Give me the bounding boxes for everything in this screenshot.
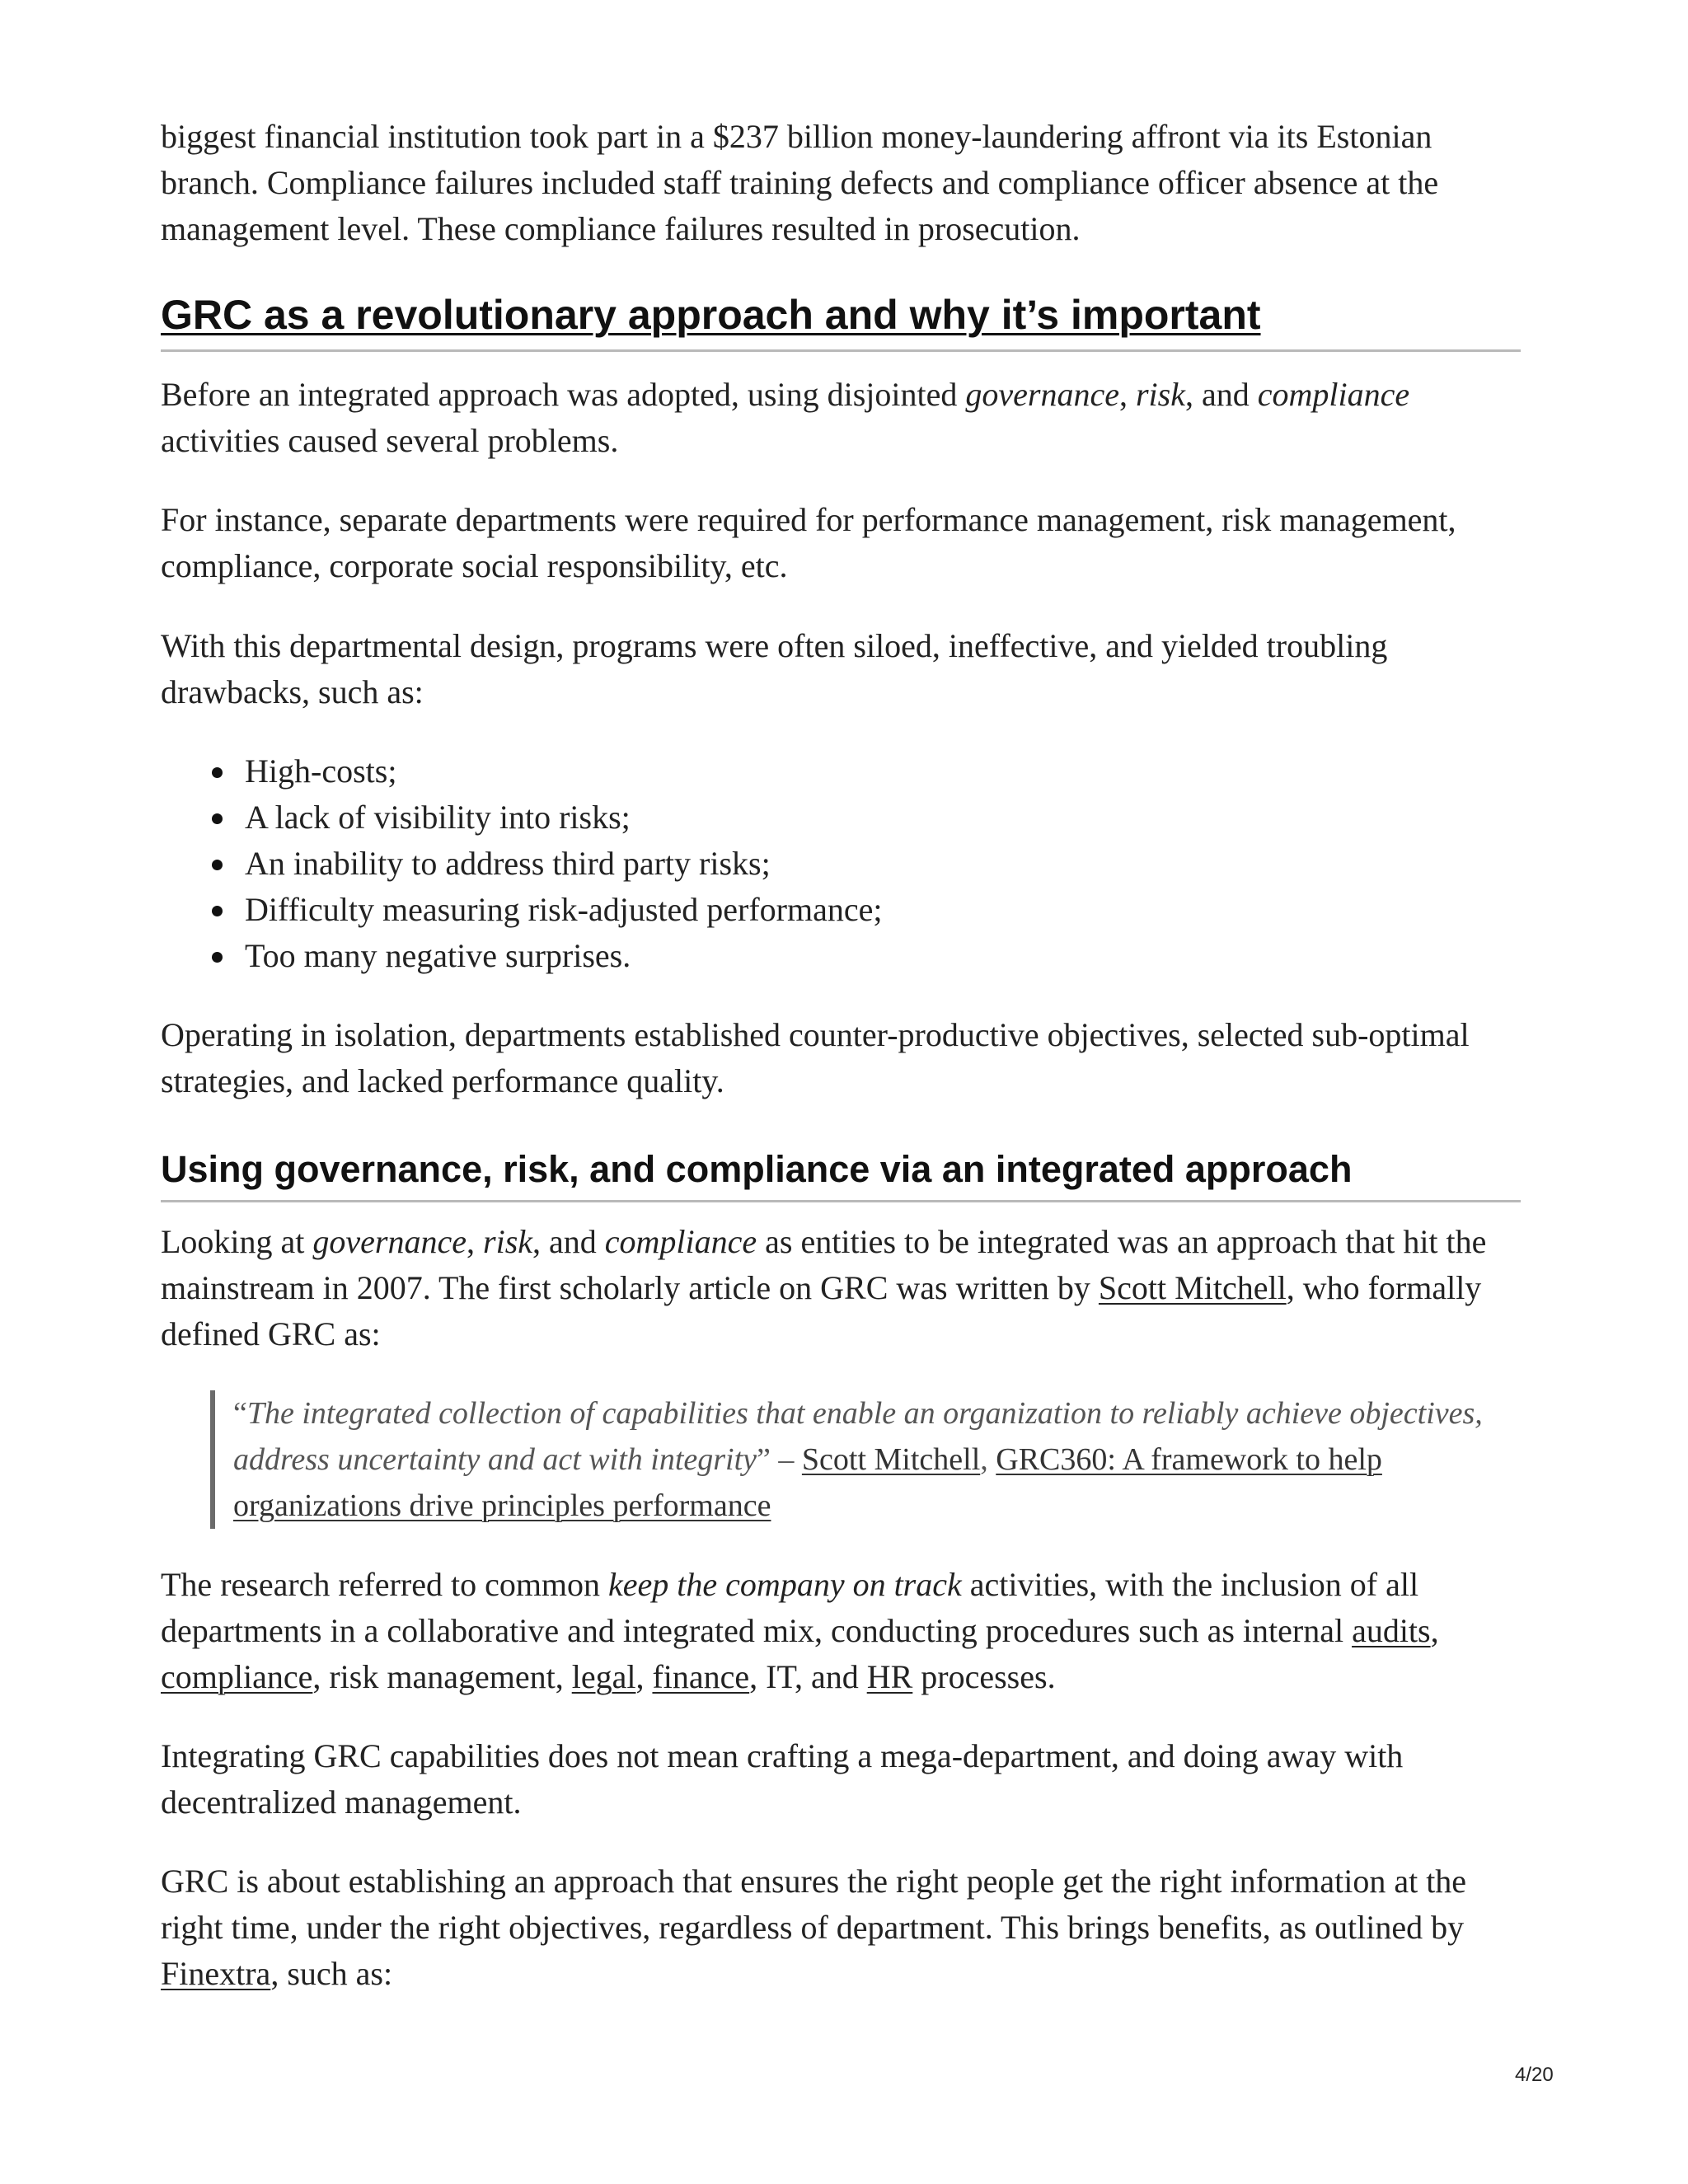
intro-paragraph: biggest financial institution took part in a $237 billion money-laundering affront via its Estonian branch. Compliance failures included staff training defects and compliance officer absence at the management level. These compliance failures resulted in prosecution. <box>161 118 1439 247</box>
quote-open-mark: “ <box>233 1396 247 1431</box>
text-run: , and <box>1184 376 1258 413</box>
text-run: , IT, and <box>749 1658 867 1695</box>
emphasis-governance: governance <box>312 1223 467 1260</box>
paragraph-disjointed <box>161 372 1521 464</box>
quote-text: The integrated collection of capabilities that enable an organization to reliably achieve objectives, address uncertainty and act with integrity <box>233 1396 1483 1477</box>
text-run: processes. <box>912 1658 1056 1695</box>
paragraph-research-referred <box>161 1562 1521 1700</box>
text-run: GRC is about establishing an approach that ensures the right people get the right information at the right time, under the right objectives, regardless of department. This brings benefits, as outlined by <box>161 1863 1467 1946</box>
paragraph-separate-departments: For instance, separate departments were required for performance management, risk management, compliance, corporate social responsibility, etc. <box>161 501 1456 584</box>
paragraph-grc-approach <box>161 1858 1521 1997</box>
quote-author-link[interactable]: Scott Mitchell <box>801 1442 981 1477</box>
drawbacks-list <box>161 748 1521 979</box>
text-run: , <box>1430 1612 1439 1649</box>
text-run: , <box>467 1223 484 1260</box>
text-run: Before an integrated approach was adopted, using disjointed <box>161 376 966 413</box>
paragraph-looking-at <box>161 1219 1521 1357</box>
section-heading-grc-revolutionary <box>161 290 1521 352</box>
text-run: Looking at <box>161 1223 313 1260</box>
finextra-link[interactable]: Finextra <box>161 1955 271 1992</box>
paragraph-mega-department: Integrating GRC capabilities does not mean crafting a mega-department, and doing away with decentralized management. <box>161 1737 1404 1821</box>
emphasis-keep-on-track: keep the company on track <box>608 1566 962 1603</box>
text-run: The research referred to common <box>161 1566 609 1603</box>
text-run: as entities to be integrated was an approach that hit the mainstream in 2007. The first scholarly article on GRC was written by <box>161 1223 1487 1306</box>
grc-definition-quote <box>210 1390 1521 1529</box>
compliance-link[interactable]: compliance <box>161 1658 313 1695</box>
text-run: , and <box>532 1223 605 1260</box>
text-run: , <box>980 1442 996 1477</box>
list-item: High-costs; <box>245 748 1521 794</box>
text-run: , risk management, <box>312 1658 572 1695</box>
text-run: activities, with the inclusion of all departments in a collaborative and integrated mix, conducting procedures such as internal <box>161 1566 1419 1649</box>
quote-close-mark: ” – <box>757 1442 802 1477</box>
text-run: , <box>1118 376 1136 413</box>
section-heading-text: GRC as a revolutionary approach and why it’s important <box>161 292 1261 338</box>
section-heading-integrated-approach: Using governance, risk, and compliance via an integrated approach <box>161 1147 1521 1202</box>
list-item: A lack of visibility into risks; <box>245 794 1521 841</box>
paragraph-departmental-design: With this departmental design, programs were often siloed, ineffective, and yielded troubling drawbacks, such as: <box>161 627 1388 710</box>
page-number: 4/20 <box>1515 2064 1554 2086</box>
emphasis-risk: risk <box>483 1223 533 1260</box>
text-run: , such as: <box>270 1955 393 1992</box>
emphasis-compliance: compliance <box>604 1223 757 1260</box>
text-run: , who formally defined GRC as: <box>161 1269 1482 1352</box>
scott-mitchell-link[interactable]: Scott Mitchell <box>1098 1269 1287 1306</box>
emphasis-compliance: compliance <box>1257 376 1410 413</box>
list-item: Difficulty measuring risk-adjusted performance; <box>245 887 1521 933</box>
text-run: , <box>635 1658 653 1695</box>
finance-link[interactable]: finance <box>652 1658 750 1695</box>
emphasis-risk: risk <box>1135 376 1185 413</box>
document-page <box>161 114 1521 1997</box>
list-item: An inability to address third party risks; <box>245 841 1521 887</box>
audits-link[interactable]: audits <box>1352 1612 1431 1649</box>
emphasis-governance: governance <box>965 376 1119 413</box>
text-run: activities caused several problems. <box>161 422 619 459</box>
paragraph-operating-isolation: Operating in isolation, departments established counter-productive objectives, selected sub-optimal strategies, and lacked performance quality. <box>161 1016 1470 1099</box>
legal-link[interactable]: legal <box>571 1658 636 1695</box>
list-item: Too many negative surprises. <box>245 933 1521 979</box>
grc360-article-link[interactable]: GRC360: A framework to help organizations drive principles performance <box>233 1442 1382 1523</box>
hr-link[interactable]: HR <box>866 1658 913 1695</box>
